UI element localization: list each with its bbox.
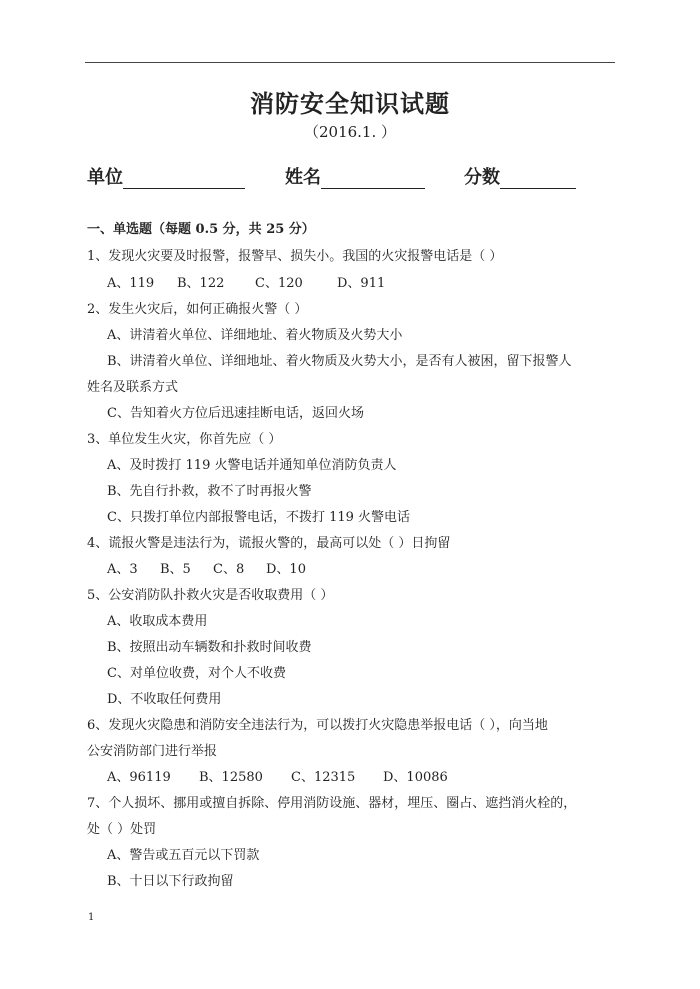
name-field — [285, 163, 425, 189]
question-2-option-a: A、讲清着火单位、详细地址、着火物质及火势大小 — [107, 328, 403, 343]
section-heading: 一、单选题（每题 0.5 分，共 25 分） — [87, 222, 315, 237]
unit-label: 单位 — [87, 167, 123, 188]
question-2-option-b-cont: 姓名及联系方式 — [87, 380, 179, 395]
option: A、3 — [107, 562, 138, 577]
option: B、12580 — [199, 770, 263, 785]
page-number: 1 — [88, 912, 95, 923]
option: C、12315 — [291, 770, 356, 785]
question-2: 2、发生火灾后，如何正确报火警（ ） — [87, 302, 308, 317]
question-7-option-b: B、十日以下行政拘留 — [107, 874, 234, 889]
question-3-option-a: A、及时拨打 119 火警电话并通知单位消防负责人 — [107, 458, 397, 473]
question-1: 1、发现火灾要及时报警，报警早、损失小。我国的火灾报警电话是（ ） — [87, 249, 503, 264]
question-5-option-d: D、不收取任何费用 — [107, 692, 222, 707]
option: C、120 — [255, 276, 303, 291]
question-6: 6、发现火灾隐患和消防安全违法行为，可以拨打火灾隐患举报电话（ ），向当地 — [87, 718, 548, 733]
score-field — [464, 163, 576, 189]
option: B、122 — [177, 276, 225, 291]
option: C、8 — [213, 562, 245, 577]
question-6-cont: 公安消防部门进行举报 — [87, 744, 218, 759]
header-rule — [85, 62, 615, 63]
name-label: 姓名 — [285, 167, 321, 188]
question-5-option-c: C、对单位收费，对个人不收费 — [107, 666, 286, 681]
unit-field — [87, 163, 245, 189]
exam-date: （2016.1. ） — [303, 123, 397, 141]
option: D、10086 — [383, 770, 448, 785]
question-3: 3、单位发生火灾，你首先应（ ） — [87, 432, 282, 447]
option: A、119 — [107, 276, 155, 291]
question-4-options — [107, 561, 306, 579]
unit-blank — [123, 168, 245, 189]
question-5: 5、公安消防队扑救火灾是否收取费用（ ） — [87, 588, 334, 603]
question-7-option-a: A、警告或五百元以下罚款 — [107, 848, 260, 863]
option: D、10 — [266, 562, 306, 577]
option: B、5 — [160, 562, 191, 577]
question-3-option-c: C、只拨打单位内部报警电话，不拨打 119 火警电话 — [107, 510, 411, 525]
question-1-options — [107, 275, 385, 293]
question-3-option-b: B、先自行扑救，救不了时再报火警 — [107, 484, 312, 499]
name-blank — [321, 168, 425, 189]
question-6-options — [107, 769, 448, 787]
question-5-option-b: B、按照出动车辆数和扑救时间收费 — [107, 640, 312, 655]
question-7: 7、个人损坏、挪用或擅自拆除、停用消防设施、器材，埋压、圈占、遮挡消火栓的， — [87, 796, 577, 811]
score-label: 分数 — [464, 167, 500, 188]
question-7-cont: 处（ ）处罚 — [87, 822, 157, 837]
question-5-option-a: A、收取成本费用 — [107, 614, 208, 629]
score-blank — [500, 168, 576, 189]
page-title: 消防安全知识试题 — [250, 89, 450, 118]
question-4: 4、谎报火警是违法行为，谎报火警的，最高可以处（ ）日拘留 — [87, 536, 451, 551]
question-2-option-c: C、告知着火方位后迅速挂断电话，返回火场 — [107, 406, 364, 421]
option: D、911 — [337, 276, 386, 291]
option: A、96119 — [107, 770, 171, 785]
question-2-option-b: B、讲清着火单位、详细地址、着火物质及火势大小，是否有人被困，留下报警人 — [107, 354, 572, 369]
